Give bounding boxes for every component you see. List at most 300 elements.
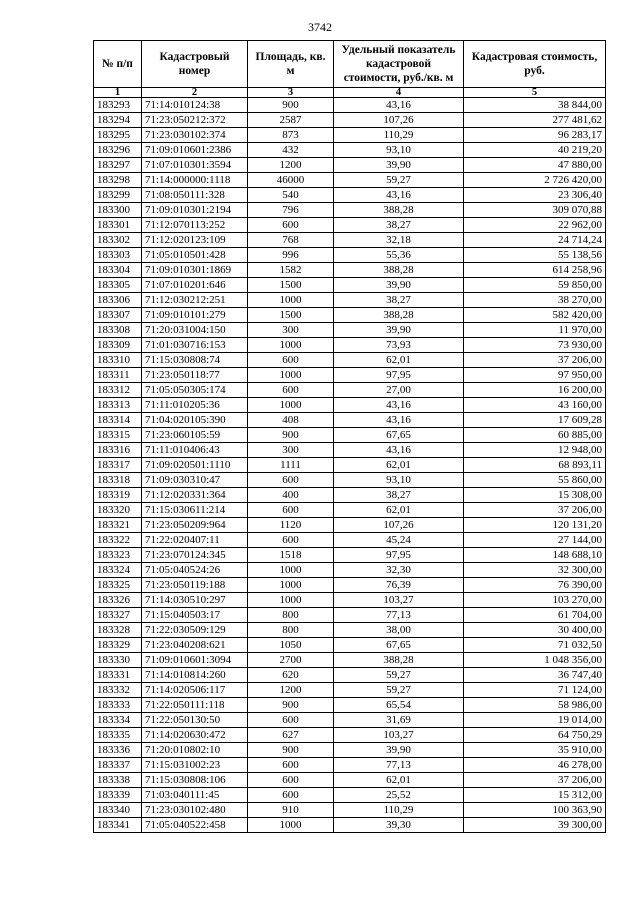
cell-area: 873 [248,128,334,143]
header-cadastral-number: Кадастровый номер [142,41,248,88]
cell-area: 1500 [248,308,334,323]
cell-cadastral-number: 71:14:020506:117 [142,683,248,698]
table-row [94,188,606,203]
table-row [94,158,606,173]
cell-cadastral-number: 71:15:030808:74 [142,353,248,368]
cell-cadastral-value: 12 948,00 [464,443,606,458]
table-row [94,653,606,668]
cell-area: 1000 [248,368,334,383]
cell-cadastral-number: 71:12:020123:109 [142,233,248,248]
table-row [94,368,606,383]
cell-cadastral-number: 71:22:050130:50 [142,713,248,728]
header-area: Площадь, кв. м [248,41,334,88]
cell-row-number: 183338 [94,773,142,788]
cell-unit-value: 93,10 [334,143,464,158]
table-row [94,533,606,548]
table-row [94,413,606,428]
table-row [94,818,606,833]
cell-unit-value: 65,54 [334,698,464,713]
cell-cadastral-value: 17 609,28 [464,413,606,428]
cell-cadastral-value: 76 390,00 [464,578,606,593]
cell-row-number: 183323 [94,548,142,563]
cell-unit-value: 43,16 [334,443,464,458]
cell-area: 600 [248,713,334,728]
cell-area: 2700 [248,653,334,668]
cell-area: 600 [248,353,334,368]
cell-unit-value: 31,69 [334,713,464,728]
cell-cadastral-number: 71:03:040111:45 [142,788,248,803]
cell-unit-value: 110,29 [334,803,464,818]
cell-cadastral-value: 11 970,00 [464,323,606,338]
cell-area: 600 [248,503,334,518]
cell-cadastral-value: 38 270,00 [464,293,606,308]
cell-unit-value: 110,29 [334,128,464,143]
cell-area: 796 [248,203,334,218]
cell-row-number: 183297 [94,158,142,173]
table-row [94,203,606,218]
cell-cadastral-value: 2 726 420,00 [464,173,606,188]
cell-cadastral-value: 30 400,00 [464,623,606,638]
cell-cadastral-number: 71:09:020501:1110 [142,458,248,473]
cell-unit-value: 77,13 [334,758,464,773]
table-row [94,608,606,623]
cell-cadastral-number: 71:09:010101:279 [142,308,248,323]
cell-area: 800 [248,623,334,638]
cell-cadastral-number: 71:05:010501:428 [142,248,248,263]
cell-unit-value: 43,16 [334,398,464,413]
cell-area: 1050 [248,638,334,653]
table-row [94,743,606,758]
cell-area: 900 [248,98,334,113]
table-row [94,233,606,248]
cell-row-number: 183315 [94,428,142,443]
cell-area: 1000 [248,593,334,608]
table-row [94,698,606,713]
cell-unit-value: 67,65 [334,428,464,443]
cell-row-number: 183330 [94,653,142,668]
cell-unit-value: 388,28 [334,263,464,278]
table-row [94,773,606,788]
cell-area: 600 [248,773,334,788]
cell-cadastral-value: 24 714,24 [464,233,606,248]
cell-row-number: 183300 [94,203,142,218]
cell-area: 1500 [248,278,334,293]
cell-unit-value: 67,65 [334,638,464,653]
cell-cadastral-number: 71:14:010124:38 [142,98,248,113]
cell-row-number: 183320 [94,503,142,518]
cell-cadastral-number: 71:23:050209:964 [142,518,248,533]
table-row [94,218,606,233]
cell-area: 1518 [248,548,334,563]
cell-row-number: 183326 [94,593,142,608]
column-number: 5 [464,88,606,98]
cadastral-value-table [93,40,606,833]
table-row [94,398,606,413]
cell-unit-value: 45,24 [334,533,464,548]
cell-row-number: 183339 [94,788,142,803]
table-row [94,278,606,293]
cell-row-number: 183334 [94,713,142,728]
cell-cadastral-value: 120 131,20 [464,518,606,533]
cell-cadastral-number: 71:12:020331:364 [142,488,248,503]
cell-cadastral-number: 71:09:010301:1869 [142,263,248,278]
cell-cadastral-number: 71:20:031004:150 [142,323,248,338]
cell-unit-value: 93,10 [334,473,464,488]
cell-area: 1582 [248,263,334,278]
table-row [94,788,606,803]
cell-cadastral-value: 55 860,00 [464,473,606,488]
cell-cadastral-number: 71:09:010601:2386 [142,143,248,158]
cell-area: 1000 [248,398,334,413]
cell-row-number: 183312 [94,383,142,398]
cell-unit-value: 39,90 [334,158,464,173]
cell-area: 768 [248,233,334,248]
cell-cadastral-number: 71:23:050212:372 [142,113,248,128]
cell-cadastral-number: 71:23:030102:480 [142,803,248,818]
cell-cadastral-number: 71:23:070124:345 [142,548,248,563]
cell-cadastral-value: 32 300,00 [464,563,606,578]
cell-cadastral-value: 103 270,00 [464,593,606,608]
cell-cadastral-value: 96 283,17 [464,128,606,143]
cell-row-number: 183337 [94,758,142,773]
cell-cadastral-number: 71:22:050111:118 [142,698,248,713]
cell-area: 300 [248,443,334,458]
cell-area: 1120 [248,518,334,533]
cell-unit-value: 39,90 [334,278,464,293]
cell-area: 408 [248,413,334,428]
table-row [94,548,606,563]
cell-cadastral-value: 47 880,00 [464,158,606,173]
cell-unit-value: 77,13 [334,608,464,623]
column-number: 1 [94,88,142,98]
cell-area: 1000 [248,563,334,578]
cell-unit-value: 103,27 [334,593,464,608]
cell-row-number: 183314 [94,413,142,428]
cell-area: 1200 [248,158,334,173]
cell-cadastral-number: 71:05:040524:26 [142,563,248,578]
cell-unit-value: 38,27 [334,218,464,233]
cell-row-number: 183333 [94,698,142,713]
cell-cadastral-value: 43 160,00 [464,398,606,413]
cell-cadastral-value: 46 278,00 [464,758,606,773]
cell-unit-value: 388,28 [334,653,464,668]
cell-row-number: 183324 [94,563,142,578]
cell-unit-value: 59,27 [334,683,464,698]
cell-unit-value: 76,39 [334,578,464,593]
table-row [94,578,606,593]
table-row [94,143,606,158]
cell-cadastral-value: 58 986,00 [464,698,606,713]
cell-cadastral-value: 40 219,20 [464,143,606,158]
cell-area: 996 [248,248,334,263]
cell-cadastral-value: 22 962,00 [464,218,606,233]
cell-row-number: 183319 [94,488,142,503]
cell-unit-value: 27,00 [334,383,464,398]
cell-area: 900 [248,428,334,443]
cell-row-number: 183328 [94,623,142,638]
cell-cadastral-value: 582 420,00 [464,308,606,323]
cell-cadastral-value: 71 032,50 [464,638,606,653]
cell-cadastral-value: 277 481,62 [464,113,606,128]
cell-cadastral-number: 71:07:010301:3594 [142,158,248,173]
cell-unit-value: 43,16 [334,188,464,203]
cell-cadastral-value: 148 688,10 [464,548,606,563]
cell-cadastral-value: 1 048 356,00 [464,653,606,668]
cell-cadastral-number: 71:15:030808:106 [142,773,248,788]
cell-row-number: 183331 [94,668,142,683]
cell-cadastral-number: 71:12:070113:252 [142,218,248,233]
cell-row-number: 183336 [94,743,142,758]
cell-cadastral-number: 71:09:010301:2194 [142,203,248,218]
cell-unit-value: 32,30 [334,563,464,578]
cell-cadastral-value: 97 950,00 [464,368,606,383]
cell-cadastral-value: 15 308,00 [464,488,606,503]
cell-unit-value: 388,28 [334,203,464,218]
table-row [94,623,606,638]
table-row [94,173,606,188]
cell-row-number: 183293 [94,98,142,113]
table-row [94,428,606,443]
cell-cadastral-number: 71:22:030509:129 [142,623,248,638]
cell-cadastral-number: 71:14:010814:260 [142,668,248,683]
cell-area: 1000 [248,293,334,308]
cell-area: 900 [248,698,334,713]
cell-cadastral-number: 71:23:050119:188 [142,578,248,593]
table-body [94,98,606,833]
cell-row-number: 183306 [94,293,142,308]
header-cadastral-value: Кадастровая стоимость, руб. [464,41,606,88]
cell-row-number: 183311 [94,368,142,383]
table-row [94,338,606,353]
table-header-row [94,41,606,88]
cell-area: 910 [248,803,334,818]
cell-cadastral-number: 71:14:000000:1118 [142,173,248,188]
cell-row-number: 183335 [94,728,142,743]
cell-cadastral-number: 71:14:020630:472 [142,728,248,743]
table-row [94,683,606,698]
cell-cadastral-number: 71:08:050111:328 [142,188,248,203]
cell-unit-value: 388,28 [334,308,464,323]
cell-cadastral-number: 71:05:050305:174 [142,383,248,398]
cell-cadastral-value: 73 930,00 [464,338,606,353]
cell-row-number: 183310 [94,353,142,368]
cell-cadastral-number: 71:15:040503:17 [142,608,248,623]
cell-cadastral-number: 71:23:050118:77 [142,368,248,383]
cell-cadastral-number: 71:04:020105:390 [142,413,248,428]
header-row-number: № п/п [94,41,142,88]
table-row [94,803,606,818]
cell-unit-value: 38,27 [334,488,464,503]
cell-area: 46000 [248,173,334,188]
cell-cadastral-number: 71:11:010406:43 [142,443,248,458]
header-unit-value: Удельный показатель кадастровой стоимости, руб./кв. м [334,41,464,88]
table-row [94,728,606,743]
cell-area: 540 [248,188,334,203]
cell-cadastral-number: 71:23:040208:621 [142,638,248,653]
cell-cadastral-value: 61 704,00 [464,608,606,623]
cell-area: 400 [248,488,334,503]
cell-row-number: 183303 [94,248,142,263]
table-row [94,353,606,368]
cell-area: 620 [248,668,334,683]
table-row [94,668,606,683]
cell-row-number: 183340 [94,803,142,818]
cell-cadastral-number: 71:11:010205:36 [142,398,248,413]
table-row [94,488,606,503]
table-row [94,473,606,488]
cell-row-number: 183305 [94,278,142,293]
cell-row-number: 183294 [94,113,142,128]
cell-area: 900 [248,743,334,758]
cell-cadastral-value: 59 850,00 [464,278,606,293]
cell-area: 600 [248,383,334,398]
cell-cadastral-number: 71:15:031002:23 [142,758,248,773]
cell-cadastral-number: 71:20:010802:10 [142,743,248,758]
cell-cadastral-value: 55 138,56 [464,248,606,263]
cell-unit-value: 107,26 [334,113,464,128]
cell-cadastral-value: 614 258,96 [464,263,606,278]
cell-row-number: 183318 [94,473,142,488]
cell-row-number: 183298 [94,173,142,188]
column-number-row [94,88,606,98]
cell-area: 600 [248,788,334,803]
cell-row-number: 183299 [94,188,142,203]
cell-row-number: 183325 [94,578,142,593]
cell-cadastral-value: 64 750,29 [464,728,606,743]
cell-area: 1200 [248,683,334,698]
page-number: 3742 [308,20,332,34]
cell-unit-value: 62,01 [334,773,464,788]
cell-cadastral-number: 71:05:040522:458 [142,818,248,833]
cell-cadastral-value: 35 910,00 [464,743,606,758]
table-row [94,98,606,113]
cell-row-number: 183332 [94,683,142,698]
table-row [94,503,606,518]
cell-row-number: 183295 [94,128,142,143]
cell-unit-value: 62,01 [334,353,464,368]
cell-cadastral-number: 71:07:010201:646 [142,278,248,293]
cell-row-number: 183309 [94,338,142,353]
table-row [94,128,606,143]
cell-cadastral-value: 15 312,00 [464,788,606,803]
cell-area: 300 [248,323,334,338]
table-row [94,758,606,773]
cell-area: 600 [248,533,334,548]
cell-row-number: 183302 [94,233,142,248]
cell-area: 600 [248,758,334,773]
cell-unit-value: 107,26 [334,518,464,533]
column-number: 3 [248,88,334,98]
cell-area: 1111 [248,458,334,473]
cell-unit-value: 59,27 [334,668,464,683]
cell-row-number: 183341 [94,818,142,833]
cell-cadastral-value: 23 306,40 [464,188,606,203]
table-row [94,263,606,278]
cell-unit-value: 43,16 [334,98,464,113]
cell-cadastral-number: 71:23:030102:374 [142,128,248,143]
table-row [94,323,606,338]
table-row [94,563,606,578]
cell-unit-value: 103,27 [334,728,464,743]
cell-area: 627 [248,728,334,743]
cell-unit-value: 43,16 [334,413,464,428]
cell-area: 600 [248,218,334,233]
cell-unit-value: 59,27 [334,173,464,188]
cell-unit-value: 38,27 [334,293,464,308]
cell-row-number: 183296 [94,143,142,158]
cell-cadastral-value: 37 206,00 [464,503,606,518]
cell-cadastral-number: 71:01:030716:153 [142,338,248,353]
cell-cadastral-number: 71:22:020407:11 [142,533,248,548]
cell-row-number: 183313 [94,398,142,413]
table-row [94,458,606,473]
column-number: 2 [142,88,248,98]
cell-unit-value: 39,90 [334,323,464,338]
table-row [94,308,606,323]
cell-row-number: 183316 [94,443,142,458]
cell-area: 600 [248,473,334,488]
cell-cadastral-value: 100 363,90 [464,803,606,818]
cell-row-number: 183322 [94,533,142,548]
cell-row-number: 183329 [94,638,142,653]
cell-cadastral-number: 71:15:030611:214 [142,503,248,518]
cell-cadastral-value: 71 124,00 [464,683,606,698]
cell-cadastral-value: 38 844,00 [464,98,606,113]
cell-row-number: 183301 [94,218,142,233]
cell-cadastral-number: 71:23:060105:59 [142,428,248,443]
cell-row-number: 183327 [94,608,142,623]
cell-area: 1000 [248,578,334,593]
cell-cadastral-number: 71:14:030510:297 [142,593,248,608]
cell-row-number: 183307 [94,308,142,323]
table-row [94,593,606,608]
table-row [94,638,606,653]
cell-cadastral-value: 39 300,00 [464,818,606,833]
cell-area: 1000 [248,818,334,833]
cell-row-number: 183308 [94,323,142,338]
table-row [94,518,606,533]
cell-cadastral-value: 19 014,00 [464,713,606,728]
table-row [94,713,606,728]
cell-unit-value: 62,01 [334,503,464,518]
cell-cadastral-number: 71:09:030310:47 [142,473,248,488]
table-row [94,248,606,263]
cell-cadastral-value: 16 200,00 [464,383,606,398]
table-row [94,383,606,398]
cell-unit-value: 73,93 [334,338,464,353]
cell-row-number: 183321 [94,518,142,533]
cell-unit-value: 97,95 [334,548,464,563]
cell-cadastral-number: 71:09:010601:3094 [142,653,248,668]
cell-unit-value: 97,95 [334,368,464,383]
cell-cadastral-value: 68 893,11 [464,458,606,473]
cell-unit-value: 39,30 [334,818,464,833]
cell-unit-value: 38,00 [334,623,464,638]
cell-unit-value: 55,36 [334,248,464,263]
cell-cadastral-number: 71:12:030212:251 [142,293,248,308]
cell-unit-value: 32,18 [334,233,464,248]
cell-cadastral-value: 309 070,88 [464,203,606,218]
cell-area: 1000 [248,338,334,353]
cell-unit-value: 25,52 [334,788,464,803]
cell-row-number: 183317 [94,458,142,473]
cell-unit-value: 39,90 [334,743,464,758]
cell-unit-value: 62,01 [334,458,464,473]
cell-cadastral-value: 37 206,00 [464,353,606,368]
cell-cadastral-value: 36 747,40 [464,668,606,683]
cell-area: 432 [248,143,334,158]
cell-cadastral-value: 37 206,00 [464,773,606,788]
